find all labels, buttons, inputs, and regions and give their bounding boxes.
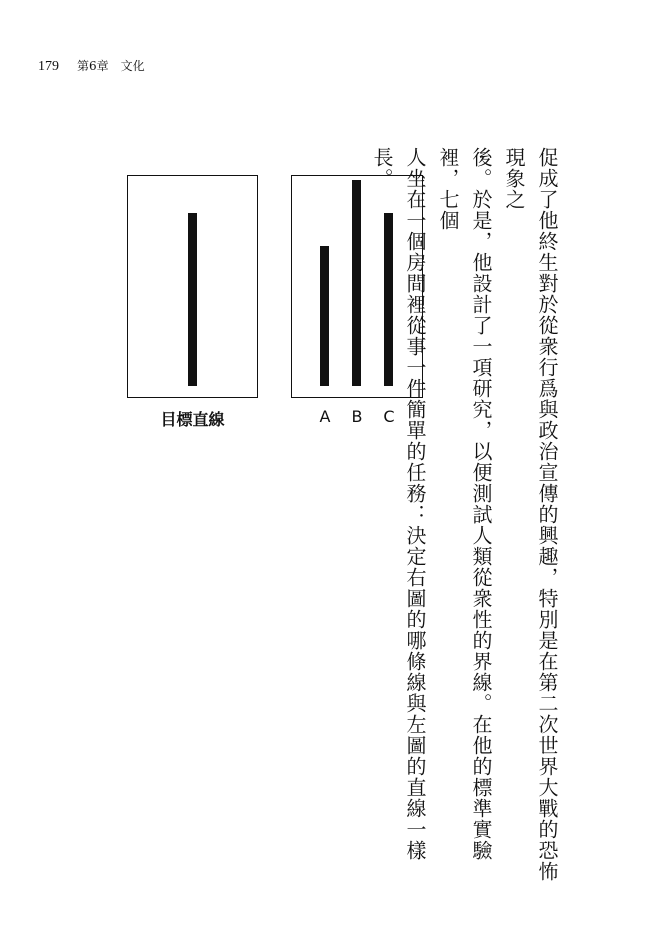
comparison-label-c: C (383, 407, 395, 426)
body-line: 人坐在一個房間裡從事一件簡單的任務：決定右圖的哪條線與左圖的直線一樣長。 (370, 147, 427, 861)
comparison-label-b: B (351, 407, 363, 426)
chapter-heading (77, 57, 145, 74)
page-header (38, 57, 145, 75)
body-line: 促成了他終生對於從衆行爲與政治宣傳的興趣，特別是在第二次世界大戰的恐怖現象之 (502, 147, 559, 882)
body-text (370, 147, 563, 887)
target-line (188, 213, 197, 386)
target-line-panel (127, 175, 258, 398)
chapter-title: 文化 (120, 59, 145, 73)
target-line-caption: 目標直線 (160, 410, 225, 429)
comparison-label-a: A (319, 407, 331, 426)
page-number: 179 (38, 59, 59, 74)
comparison-line-a (320, 246, 329, 386)
chapter-number: 第6章 (77, 59, 109, 73)
comparison-line-b (352, 180, 361, 386)
body-line: 後。於是，他設計了一項研究，以便測試人類從衆性的界線。在他的標準實驗裡，七個 (436, 147, 493, 861)
